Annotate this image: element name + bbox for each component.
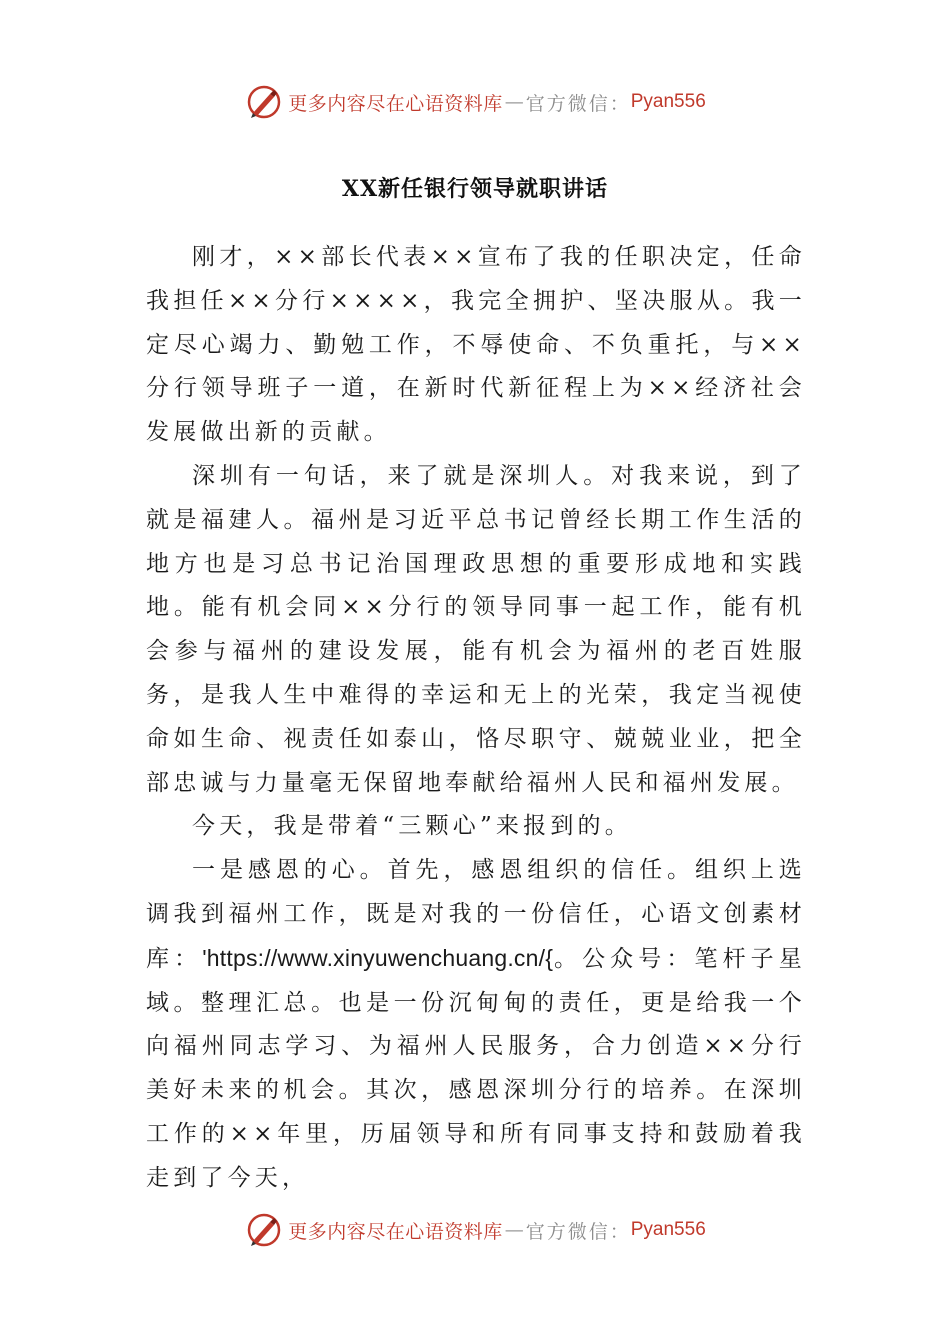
banner-text: 更多内容尽在心语资料库 <box>288 1220 503 1243</box>
banner-wechat-id: Pyan556 <box>630 1219 706 1240</box>
banner-wechat-label: 官方微信： <box>525 1220 631 1243</box>
banner-separator: — <box>504 91 524 113</box>
pen-logo-icon <box>244 1210 284 1250</box>
banner-wechat-label: 官方微信： <box>525 92 631 115</box>
paragraph-4-part-2: 。公众号：笔杆子星域。整理汇总。也是一份沉甸甸的责任，更是给我一个向福州同志学习、为福州人民服务，合力创造××分行美好未来的机会。其次，感恩深圳分行的培养。在深圳工作的××年里，历届领导和所有同事支持和鼓励着我走到了今天， <box>146 945 806 1191</box>
paragraph-4 <box>146 849 806 1200</box>
document-title: XX新任银行领导就职讲话 <box>341 176 609 202</box>
header-watermark-banner <box>0 80 950 124</box>
document-body <box>146 236 806 1201</box>
banner-wechat-id: Pyan556 <box>630 91 706 112</box>
paragraph-4-part-1: 一是感恩的心。首先，感恩组织的信任。组织上选调我到福州工作，既是对我的一份信任，心语文创素材库： <box>146 857 806 972</box>
pen-logo-icon <box>244 82 284 122</box>
source-url-text: 'https://www.xinyuwenchuang.cn/{ <box>202 944 554 971</box>
banner-separator: — <box>504 1219 524 1241</box>
banner-text: 更多内容尽在心语资料库 <box>288 92 503 115</box>
paragraph-1: 刚才，××部长代表××宣布了我的任职决定，任命我担任××分行××××，我完全拥护、坚决服从。我一定尽心竭力、勤勉工作，不辱使命、不负重托，与××分行领导班子一道，在新时代新征程上为××经济社会发展做出新的贡献。 <box>146 244 806 446</box>
footer-watermark-banner <box>0 1208 950 1252</box>
paragraph-3: 今天，我是带着“三颗心”来报到的。 <box>192 813 632 840</box>
paragraph-2: 深圳有一句话，来了就是深圳人。对我来说，到了就是福建人。福州是习近平总书记曾经长期工作生活的地方也是习总书记治国理政思想的重要形成地和实践地。能有机会同××分行的领导同事一起工作，能有机会参与福州的建设发展，能有机会为福州的老百姓服务，是我人生中难得的幸运和无上的光荣，我定当视使命如生命、视责任如泰山，恪尽职守、兢兢业业，把全部忠诚与力量毫无保留地奉献给福州人民和福州发展。 <box>146 462 806 796</box>
